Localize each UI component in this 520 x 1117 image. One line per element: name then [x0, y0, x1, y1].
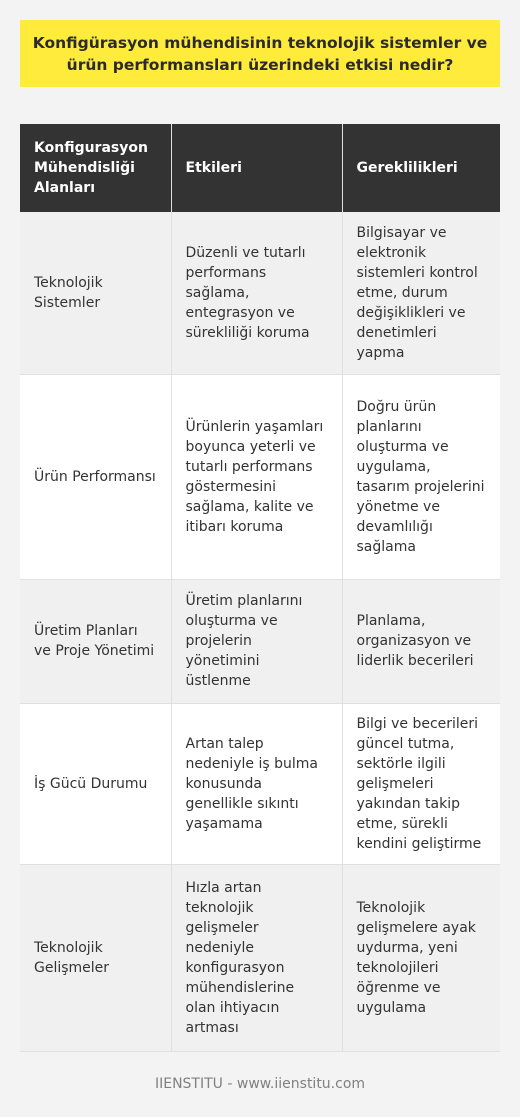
table-cell-requirement: Bilgisayar ve elektronik sistemleri kontrol etme, durum değişiklikleri ve denetimleri yapma: [342, 212, 500, 374]
page-title: Konfigürasyon mühendisinin teknolojik sistemler ve ürün performansları üzerindeki etkisi nedir?: [32, 33, 488, 74]
table-cell-requirement: Doğru ürün planlarını oluşturma ve uygulama, tasarım projelerini yönetme ve devamlılığı sağlama: [342, 374, 500, 579]
header-effects: Etkileri: [171, 124, 342, 212]
title-banner: [20, 20, 500, 87]
footer-source: IIENSTITU - www.iienstitu.com: [154, 1076, 366, 1092]
header-areas: Konfigurasyon Mühendisliği Alanları: [20, 124, 171, 212]
comparison-table-container: [20, 124, 500, 1052]
table-row: [20, 864, 500, 1051]
table-cell-requirement: Bilgi ve becerileri güncel tutma, sektörle ilgili gelişmeleri yakından takip etme, sürekli kendini geliştirme: [342, 703, 500, 864]
table-cell-area: Üretim Planları ve Proje Yönetimi: [20, 579, 171, 703]
table-cell-effect: Düzenli ve tutarlı performans sağlama, entegrasyon ve sürekliliği koruma: [171, 212, 342, 374]
table-cell-area: İş Gücü Durumu: [20, 703, 171, 864]
table-cell-effect: Ürünlerin yaşamları boyunca yeterli ve tutarlı performans göstermesini sağlama, kalite ve itibarı koruma: [171, 374, 342, 579]
table-cell-area: Teknolojik Gelişmeler: [20, 864, 171, 1051]
table-row: [20, 703, 500, 864]
table-cell-effect: Hızla artan teknolojik gelişmeler nedeniyle konfigurasyon mühendislerine olan ihtiyacın artması: [171, 864, 342, 1051]
table-row: [20, 579, 500, 703]
table-row: [20, 212, 500, 374]
table-cell-area: Ürün Performansı: [20, 374, 171, 579]
table-header-row: [20, 124, 500, 212]
header-requirements: Gereklilikleri: [342, 124, 500, 212]
table-cell-area: Teknolojik Sistemler: [20, 212, 171, 374]
table-cell-requirement: Planlama, organizasyon ve liderlik becerileri: [342, 579, 500, 703]
table-cell-requirement: Teknolojik gelişmelere ayak uydurma, yeni teknolojileri öğrenme ve uygulama: [342, 864, 500, 1051]
table-row: [20, 374, 500, 579]
table-cell-effect: Üretim planlarını oluşturma ve projelerin yönetimini üstlenme: [171, 579, 342, 703]
comparison-table: [20, 124, 500, 1052]
table-cell-effect: Artan talep nedeniyle iş bulma konusunda genellikle sıkıntı yaşamama: [171, 703, 342, 864]
